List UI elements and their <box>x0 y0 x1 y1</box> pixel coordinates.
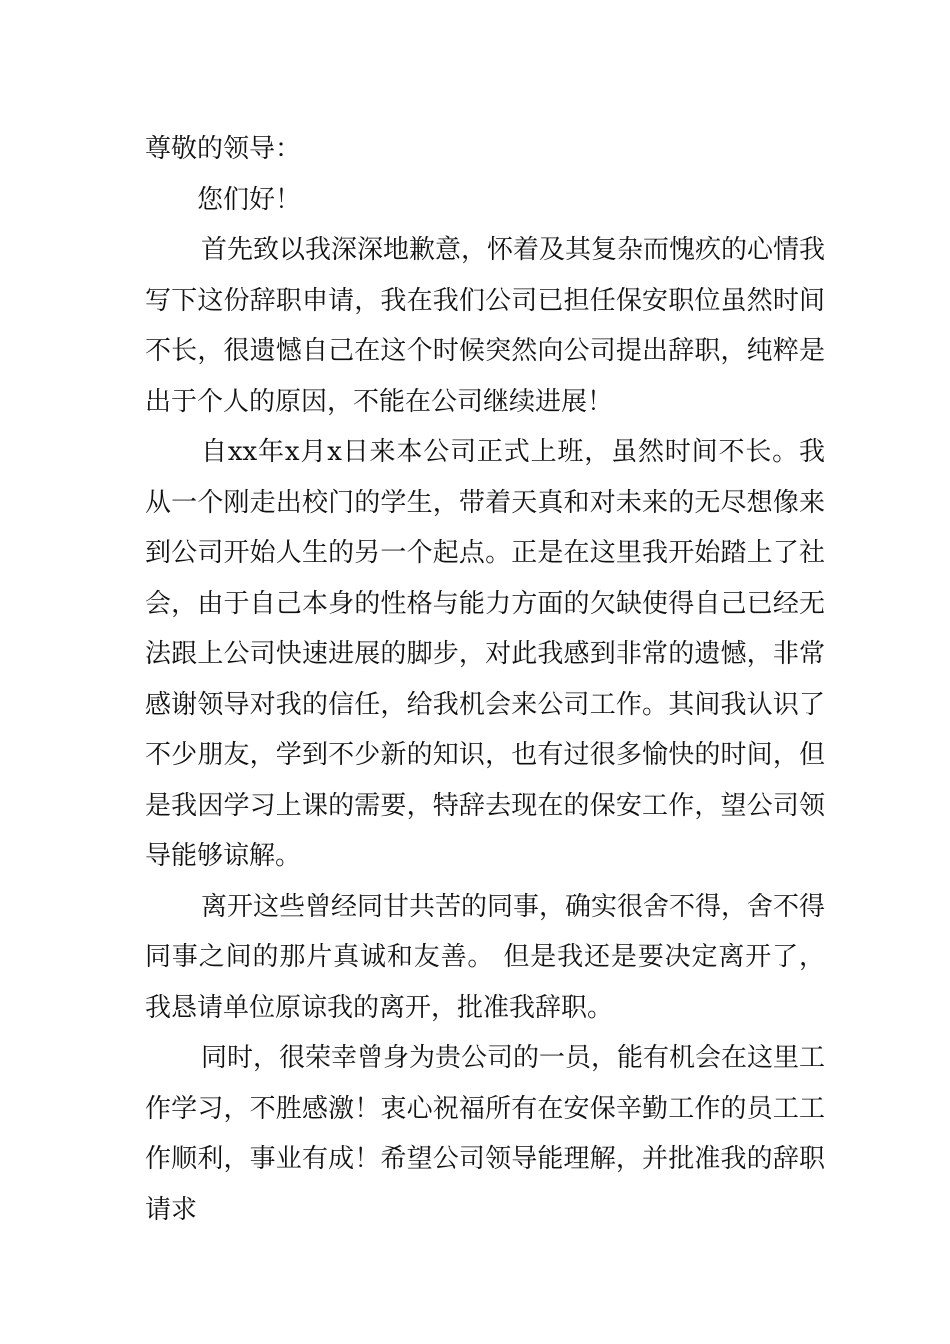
paragraph-apology: 首先致以我深深地歉意，怀着及其复杂而愧疚的心情我写下这份辞职申请，我在我们公司已担任保安职位虽然时间不长，很遗憾自己在这个时候突然向公司提出辞职，纯粹是出于个人的原因，不能在公司继续进展！ <box>145 235 826 417</box>
paragraph-leaving-colleagues: 离开这些曾经同甘共苦的同事，确实很舍不得，舍不得同事之间的那片真诚和友善。 但是我还是要决定离开了，我恳请单位原谅我的离开，批准我辞职。 <box>145 891 826 1023</box>
letter-body <box>145 124 825 1235</box>
greeting: 您们好！ <box>197 184 302 215</box>
salutation: 尊敬的领导： <box>145 134 302 164</box>
paragraph-work-history: 自xx年x月x日来本公司正式上班，虽然时间不长。我从一个刚走出校门的学生，带着天真和对未来的无尽想像来到公司开始人生的另一个起点。正是在这里我开始踏上了社会，由于自己本身的性格与能力方面的欠缺使得自己已经无法跟上公司快速进展的脚步，对此我感到非常的遗憾，非常感谢领导对我的信任，给我机会来公司工作。其间我认识了不少朋友，学到不少新的知识，也有过很多愉快的时间，但是我因学习上课的需要，特辞去现在的保安工作，望公司领导能够谅解。 <box>145 437 825 871</box>
paragraph-closing: 同时，很荣幸曾身为贵公司的一员，能有机会在这里工作学习，不胜感激！衷心祝福所有在安保辛勤工作的员工工作顺利，事业有成！希望公司领导能理解，并批准我的辞职请求 <box>145 1043 826 1225</box>
